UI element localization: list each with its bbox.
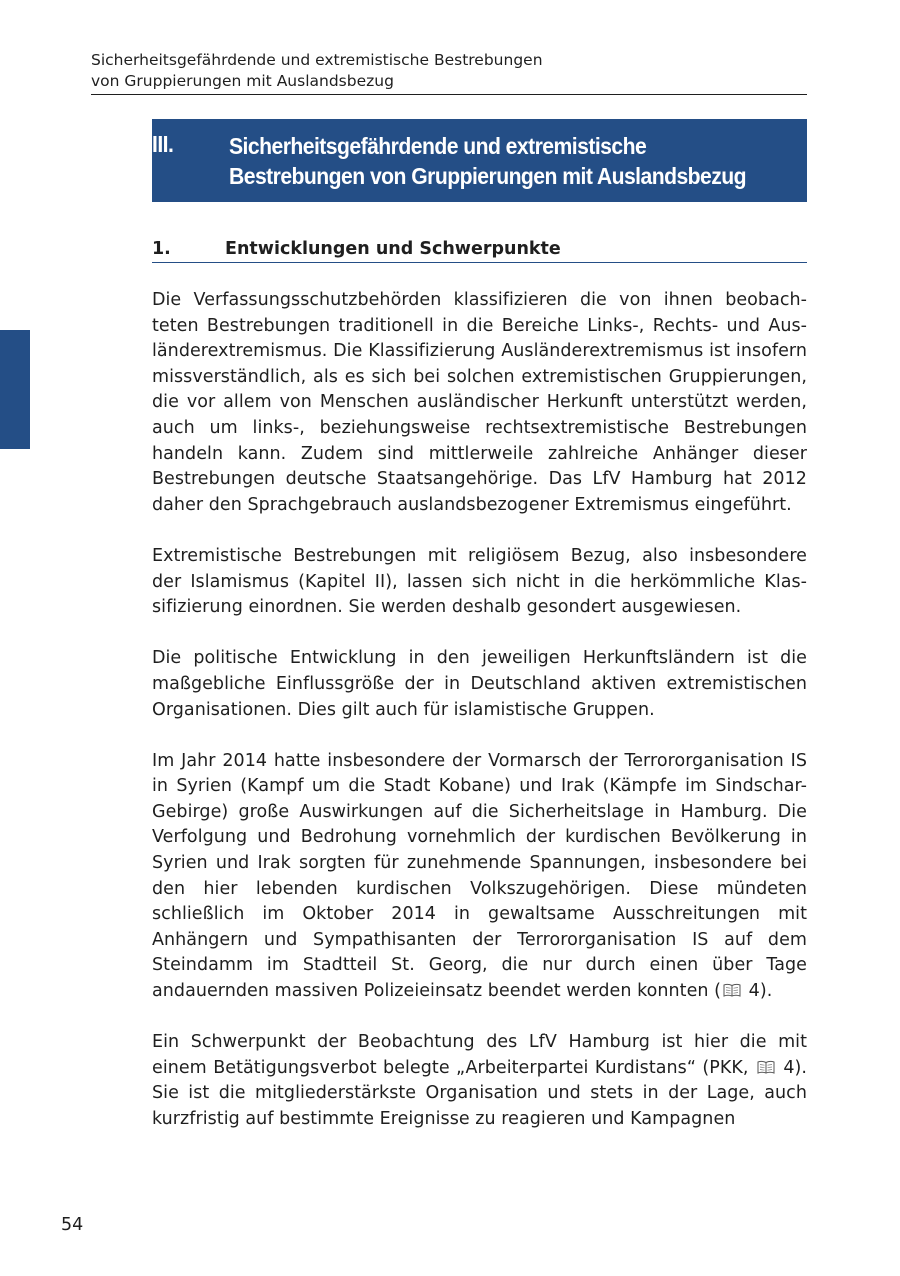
paragraph-3: Die politische Entwicklung in den jeweiligen Herkunftsländern ist die maßgebliche Einflussgröße der in Deutschland aktiven extremistischen Organisationen. Dies gilt auch für islamistische Gruppen. — [152, 648, 807, 720]
book-reference-icon — [757, 1060, 775, 1074]
running-header — [91, 50, 807, 95]
paragraph-5-rest: 4). Sie ist die mitgliederstärkste Organisation und stets in der Lage, auch kurzfristig auf bestimmte Ereignisse zu reagieren und Kampagnen — [152, 1057, 807, 1129]
chapter-side-tab — [0, 330, 30, 449]
paragraph-5-text: Ein Schwerpunkt der Beobachtung des LfV Hamburg ist hier die mit einem Betätigungsverbot belegte „Arbeiterpartei Kurdistans“ (PKK, — [152, 1032, 807, 1078]
section-number: 1. — [152, 239, 171, 259]
paragraph-4-reference: 4). — [743, 981, 773, 1002]
chapter-number: III. — [152, 131, 174, 157]
running-header-line-1: Sicherheitsgefährdende und extremistische Bestrebungen — [91, 51, 543, 69]
paragraph-4-text: Im Jahr 2014 hatte insbesondere der Vormarsch der Terrororganisation IS in Syrien (Kampf um die Stadt Kobane) und Irak (Kämpfe im Sindschar-Gebirge) große Auswirkungen auf die Sicherheitslage in Hamburg. Die Verfolgung und Bedrohung vornehmlich der kurdischen Bevölkerung in Syrien und Irak sorgten für zunehmende Spannungen, insbesondere bei den hier lebenden kurdischen Volkszugehörigen. Diese mündeten schließlich im Oktober 2014 in gewaltsame Ausschreitungen mit Anhängern und Sympathisanten der Terrororganisation IS auf dem Steindamm im Stadtteil St. Georg, die nur durch einen über Tage andauernden massiven Polizeieinsatz beendet werden konnten ( — [152, 750, 807, 1002]
chapter-heading-box — [152, 119, 807, 202]
paragraph-5 — [152, 1030, 807, 1132]
running-header-line-2: von Gruppierungen mit Auslandsbezug — [91, 72, 394, 90]
page-number: 54 — [61, 1215, 84, 1235]
book-reference-icon — [723, 983, 741, 997]
paragraph-1: Die Verfassungsschutzbehörden klassifizieren die von ihnen beobachteten Bestrebungen traditionell in die Bereiche Links-, Rechts- und Ausländerextremismus. Die Klassifizierung Ausländerextremismus ist insofern missverständlich, als es sich bei solchen extremistischen Gruppierungen, die vor allem von Menschen ausländischer Herkunft unterstützt werden, auch um links-, beziehungsweise rechtsextremistische Bestrebungen handeln kann. Zudem sind mittlerweile zahlreiche Anhänger dieser Bestrebungen deutsche Staatsangehörige. Das LfV Hamburg hat 2012 daher den Sprachgebrauch auslandsbezogener Extremismus eingeführt. — [152, 290, 807, 515]
section-title: Entwicklungen und Schwerpunkte — [225, 239, 561, 259]
section-heading — [152, 236, 807, 263]
paragraph-4 — [152, 749, 807, 1005]
body-text — [152, 288, 807, 1158]
chapter-title-line-2: Bestrebungen von Gruppierungen mit Auslandsbezug — [229, 163, 747, 189]
chapter-title-line-1: Sicherheitsgefährdende und extremistische — [229, 133, 647, 159]
paragraph-2: Extremistische Bestrebungen mit religiösem Bezug, also insbesondere der Islamismus (Kapitel II), lassen sich nicht in die herkömmliche Klassifizierung einordnen. Sie werden deshalb gesondert ausgewiesen. — [152, 545, 807, 618]
chapter-title — [229, 131, 758, 191]
